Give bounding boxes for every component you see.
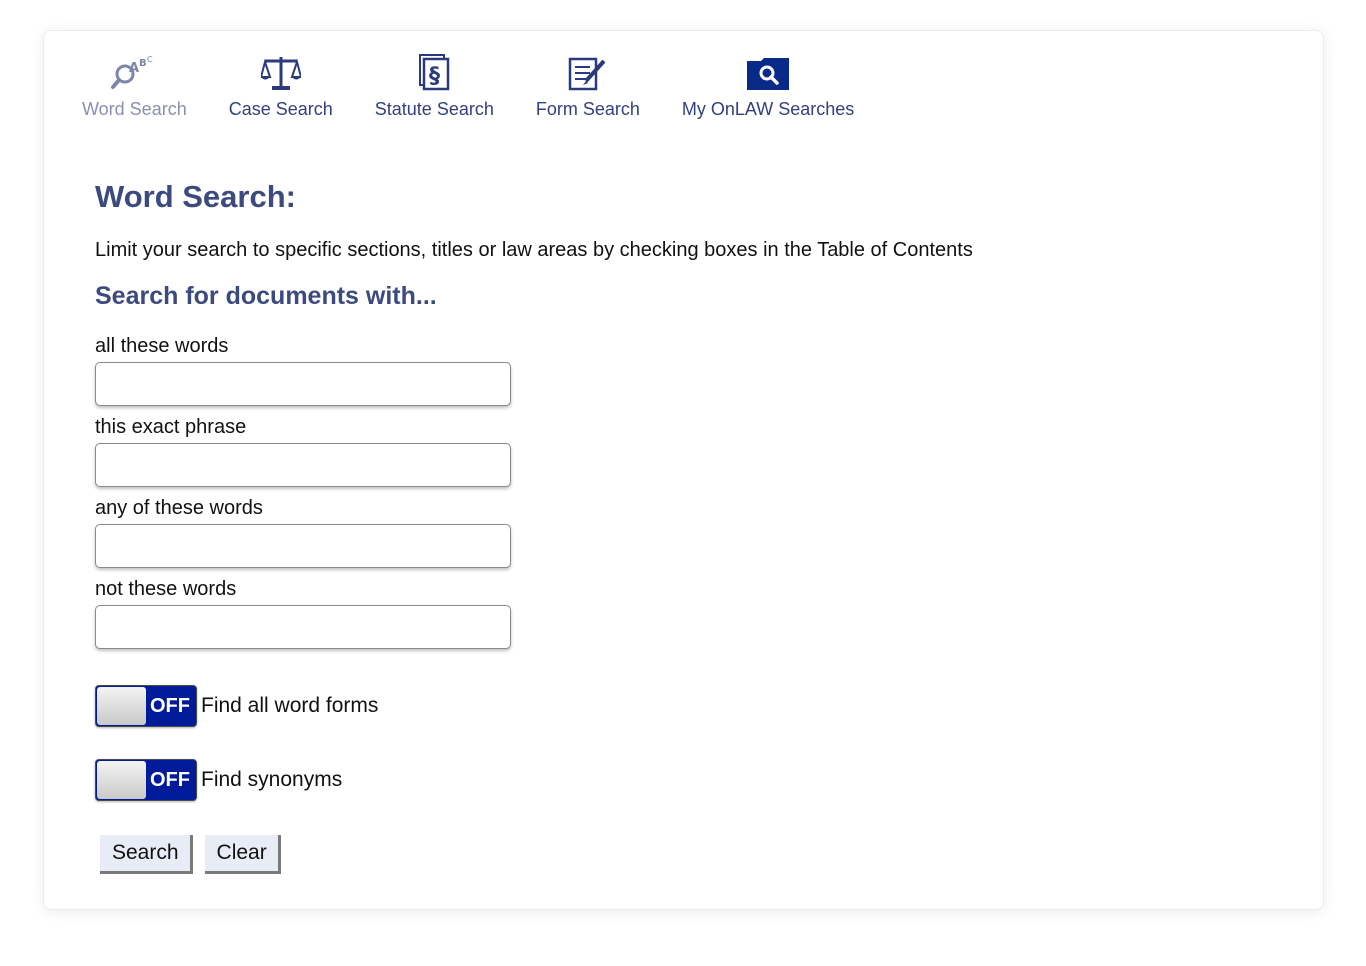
any-words-label: any of these words xyxy=(95,497,263,519)
all-words-label: all these words xyxy=(95,335,229,357)
svg-text:§: § xyxy=(429,64,441,89)
tab-label: Case Search xyxy=(228,99,333,119)
scales-icon xyxy=(261,49,301,91)
word-search-form xyxy=(95,179,973,874)
toggle-knob xyxy=(97,761,146,799)
section-subtitle: Search for documents with... xyxy=(95,282,437,310)
page-description: Limit your search to specific sections, titles or law areas by checking boxes in the Table of Contents xyxy=(95,239,973,261)
synonyms-label: Find synonyms xyxy=(201,768,343,791)
all-words-input[interactable] xyxy=(95,362,511,406)
not-words-input[interactable] xyxy=(95,605,511,649)
search-type-tabs xyxy=(82,49,896,120)
tab-label: Form Search xyxy=(535,99,640,119)
synonyms-row xyxy=(95,759,973,801)
form-edit-icon xyxy=(568,49,608,91)
clear-button[interactable]: Clear xyxy=(205,835,281,874)
word-search-icon xyxy=(111,49,157,91)
tab-label: Word Search xyxy=(82,99,187,119)
form-actions xyxy=(100,835,973,874)
word-forms-toggle[interactable] xyxy=(95,685,197,727)
word-forms-label: Find all word forms xyxy=(201,694,379,717)
page-title: Word Search: xyxy=(95,179,296,214)
toggle-state: OFF xyxy=(150,769,190,791)
tab-label: My OnLAW Searches xyxy=(681,99,855,119)
section-document-icon xyxy=(417,49,451,91)
search-panel xyxy=(43,30,1324,910)
exact-phrase-label: this exact phrase xyxy=(95,416,247,438)
word-forms-row xyxy=(95,685,973,727)
tab-statute-search[interactable] xyxy=(375,49,494,120)
toggle-state: OFF xyxy=(150,695,190,717)
not-words-label: not these words xyxy=(95,578,237,600)
toggle-knob xyxy=(97,687,146,725)
svg-text:A: A xyxy=(129,61,140,76)
synonyms-toggle[interactable] xyxy=(95,759,197,801)
tab-form-search[interactable] xyxy=(536,49,640,120)
tab-my-onlaw-searches[interactable] xyxy=(682,49,854,120)
tab-word-search[interactable] xyxy=(82,49,187,120)
tab-case-search[interactable] xyxy=(229,49,333,120)
svg-text:C: C xyxy=(147,55,153,64)
search-button[interactable]: Search xyxy=(100,835,193,874)
folder-search-icon xyxy=(746,49,790,91)
svg-text:B: B xyxy=(139,58,147,69)
exact-phrase-input[interactable] xyxy=(95,443,511,487)
tab-label: Statute Search xyxy=(374,99,494,119)
any-words-input[interactable] xyxy=(95,524,511,568)
